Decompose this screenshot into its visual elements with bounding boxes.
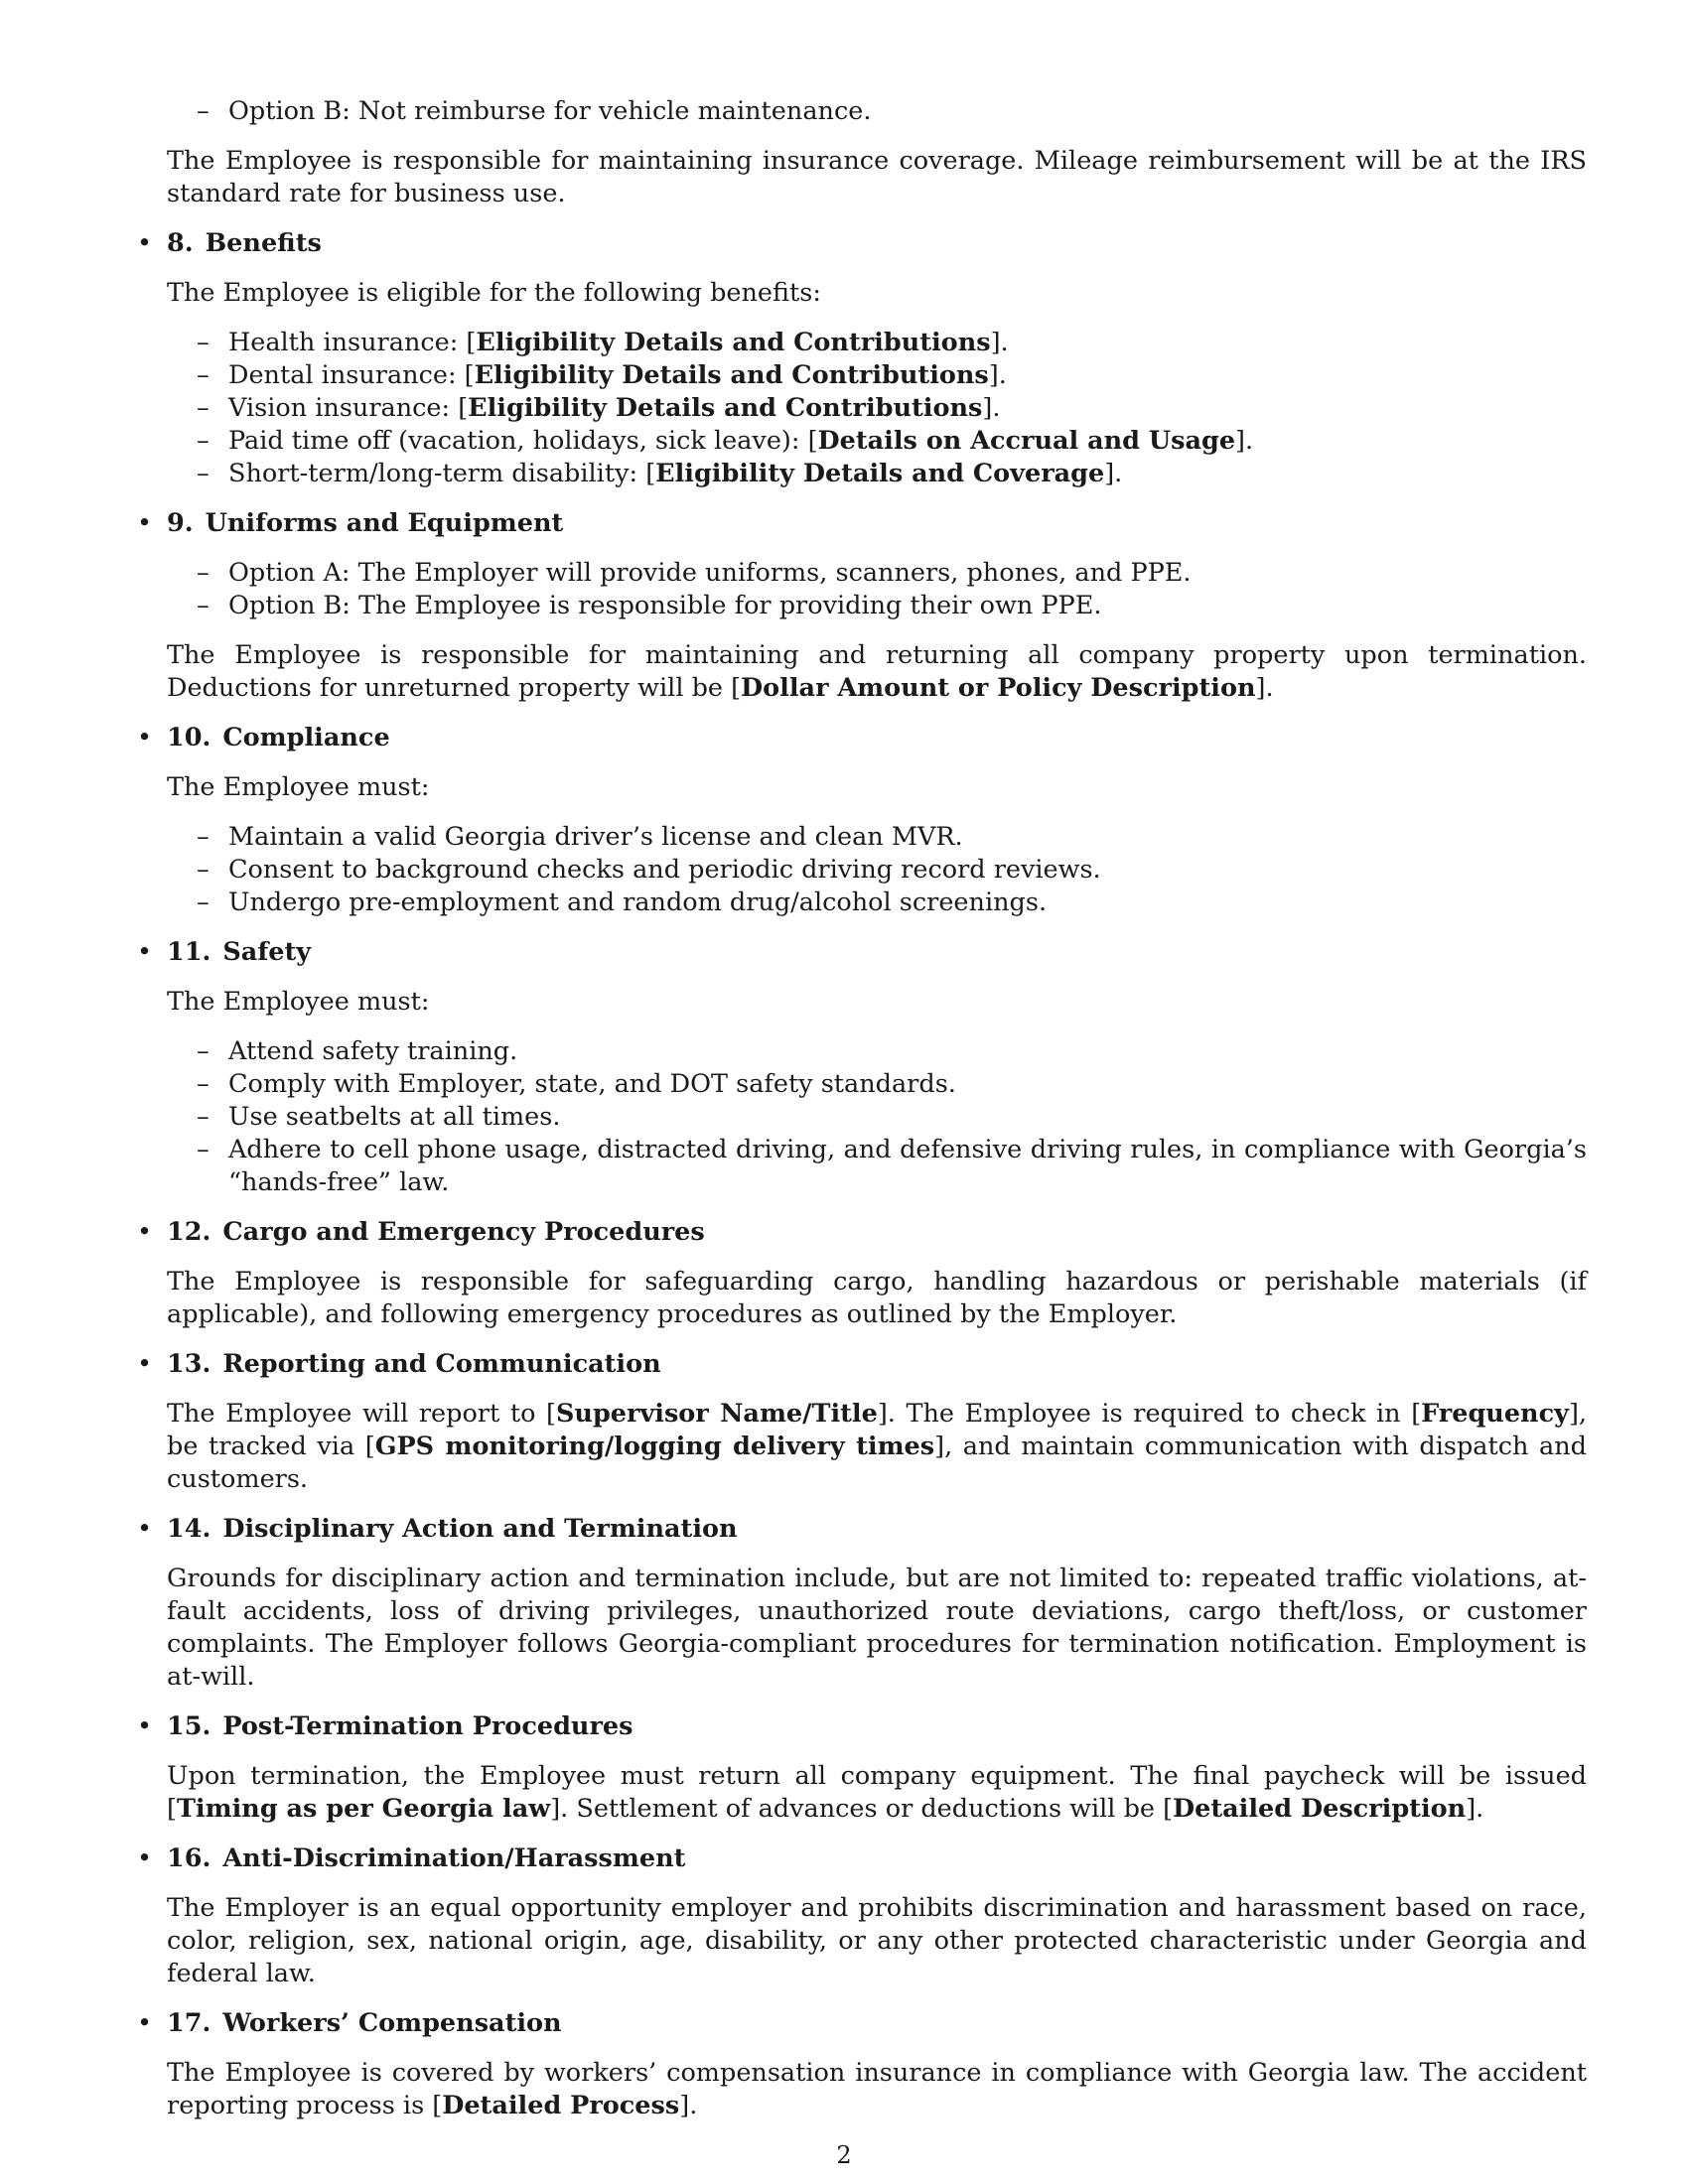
disciplinary-paragraph: Grounds for disciplinary action and termination include, but are not limited to: repeated traffic violations, at-fault accidents, loss of driving privileges, unauthorized route deviations, cargo theft/loss, or customer complaints. The Employer follows Georgia-compliant procedures for termination notification. Employment is at-will. [167, 1564, 1587, 1692]
uniform-option: – Option A: The Employer will provide uniforms, scanners, phones, and PPE. [167, 557, 1587, 590]
post-termination-paragraph: Upon termination, the Employee must return all company equipment. The final paycheck will be issued [Timing as per Georgia law]. Settlement of advances or deductions will be [Detailed Description]. [167, 1761, 1587, 1824]
section-17-heading: • 17. Workers’ Compensation [137, 2008, 562, 2038]
section-8-heading: • 8. Benefits [137, 228, 322, 258]
safety-intro: The Employee must: [167, 987, 430, 1017]
document-page [137, 95, 1587, 2122]
section-13-heading: • 13. Reporting and Communication [137, 1349, 661, 1379]
section-10-heading: • 10. Compliance [137, 723, 390, 752]
safety-item: – Comply with Employer, state, and DOT safety standards. [167, 1068, 1587, 1101]
anti-discrimination-paragraph: The Employer is an equal opportunity employer and prohibits discrimination and harassment based on race, color, religion, sex, national origin, age, disability, or any other protected characteristic under Georgia and federal law. [167, 1893, 1587, 1988]
compliance-intro: The Employee must: [167, 772, 430, 802]
reporting-paragraph: The Employee will report to [Supervisor Name/Title]. The Employee is required to check in [Frequency], be tracked via [GPS monitoring/logging delivery times], and maintain communication with dispatch and customers. [167, 1399, 1587, 1494]
benefits-intro: The Employee is eligible for the following benefits: [167, 278, 821, 308]
benefit-item: – Paid time off (vacation, holidays, sick leave): [Details on Accrual and Usage]. [167, 425, 1587, 458]
compliance-item: – Consent to background checks and periodic driving record reviews. [167, 854, 1587, 887]
section-14-heading: • 14. Disciplinary Action and Termination [137, 1514, 738, 1544]
section-9-heading: • 9. Uniforms and Equipment [137, 508, 564, 538]
benefit-item: – Short-term/long-term disability: [Eligibility Details and Coverage]. [167, 458, 1587, 490]
safety-item: – Use seatbelts at all times. [167, 1101, 1587, 1134]
uniform-option: – Option B: The Employee is responsible for providing their own PPE. [167, 590, 1587, 622]
page-number: 2 [836, 2141, 852, 2169]
safety-item: – Adhere to cell phone usage, distracted driving, and defensive driving rules, in compliance with Georgia’s “hands-free” law. [167, 1134, 1587, 1199]
vehicle-option-b: – Option B: Not reimburse for vehicle maintenance. [167, 95, 1587, 128]
section-15-heading: • 15. Post-Termination Procedures [137, 1711, 633, 1741]
compliance-item: – Maintain a valid Georgia driver’s license and clean MVR. [167, 821, 1587, 854]
section-12-heading: • 12. Cargo and Emergency Procedures [137, 1217, 705, 1247]
cargo-paragraph: The Employee is responsible for safeguarding cargo, handling hazardous or perishable materials (if applicable), and following emergency procedures as outlined by the Employer. [167, 1267, 1587, 1329]
section-16-heading: • 16. Anti-Discrimination/Harassment [137, 1843, 686, 1873]
workers-comp-paragraph: The Employee is covered by workers’ compensation insurance in compliance with Georgia law. The accident reporting process is [Detailed Process]. [167, 2058, 1587, 2120]
safety-item: – Attend safety training. [167, 1035, 1587, 1068]
compliance-item: – Undergo pre-employment and random drug/alcohol screenings. [167, 887, 1587, 919]
section-11-heading: • 11. Safety [137, 937, 312, 967]
benefit-item: – Vision insurance: [Eligibility Details and Contributions]. [167, 392, 1587, 425]
benefit-item: – Health insurance: [Eligibility Details and Contributions]. [167, 327, 1587, 359]
benefit-item: – Dental insurance: [Eligibility Details and Contributions]. [167, 359, 1587, 392]
insurance-paragraph: The Employee is responsible for maintaining insurance coverage. Mileage reimbursement will be at the IRS standard rate for business use. [167, 146, 1587, 208]
property-paragraph: The Employee is responsible for maintaining and returning all company property upon termination. Deductions for unreturned property will be [Dollar Amount or Policy Description]. [167, 640, 1587, 703]
